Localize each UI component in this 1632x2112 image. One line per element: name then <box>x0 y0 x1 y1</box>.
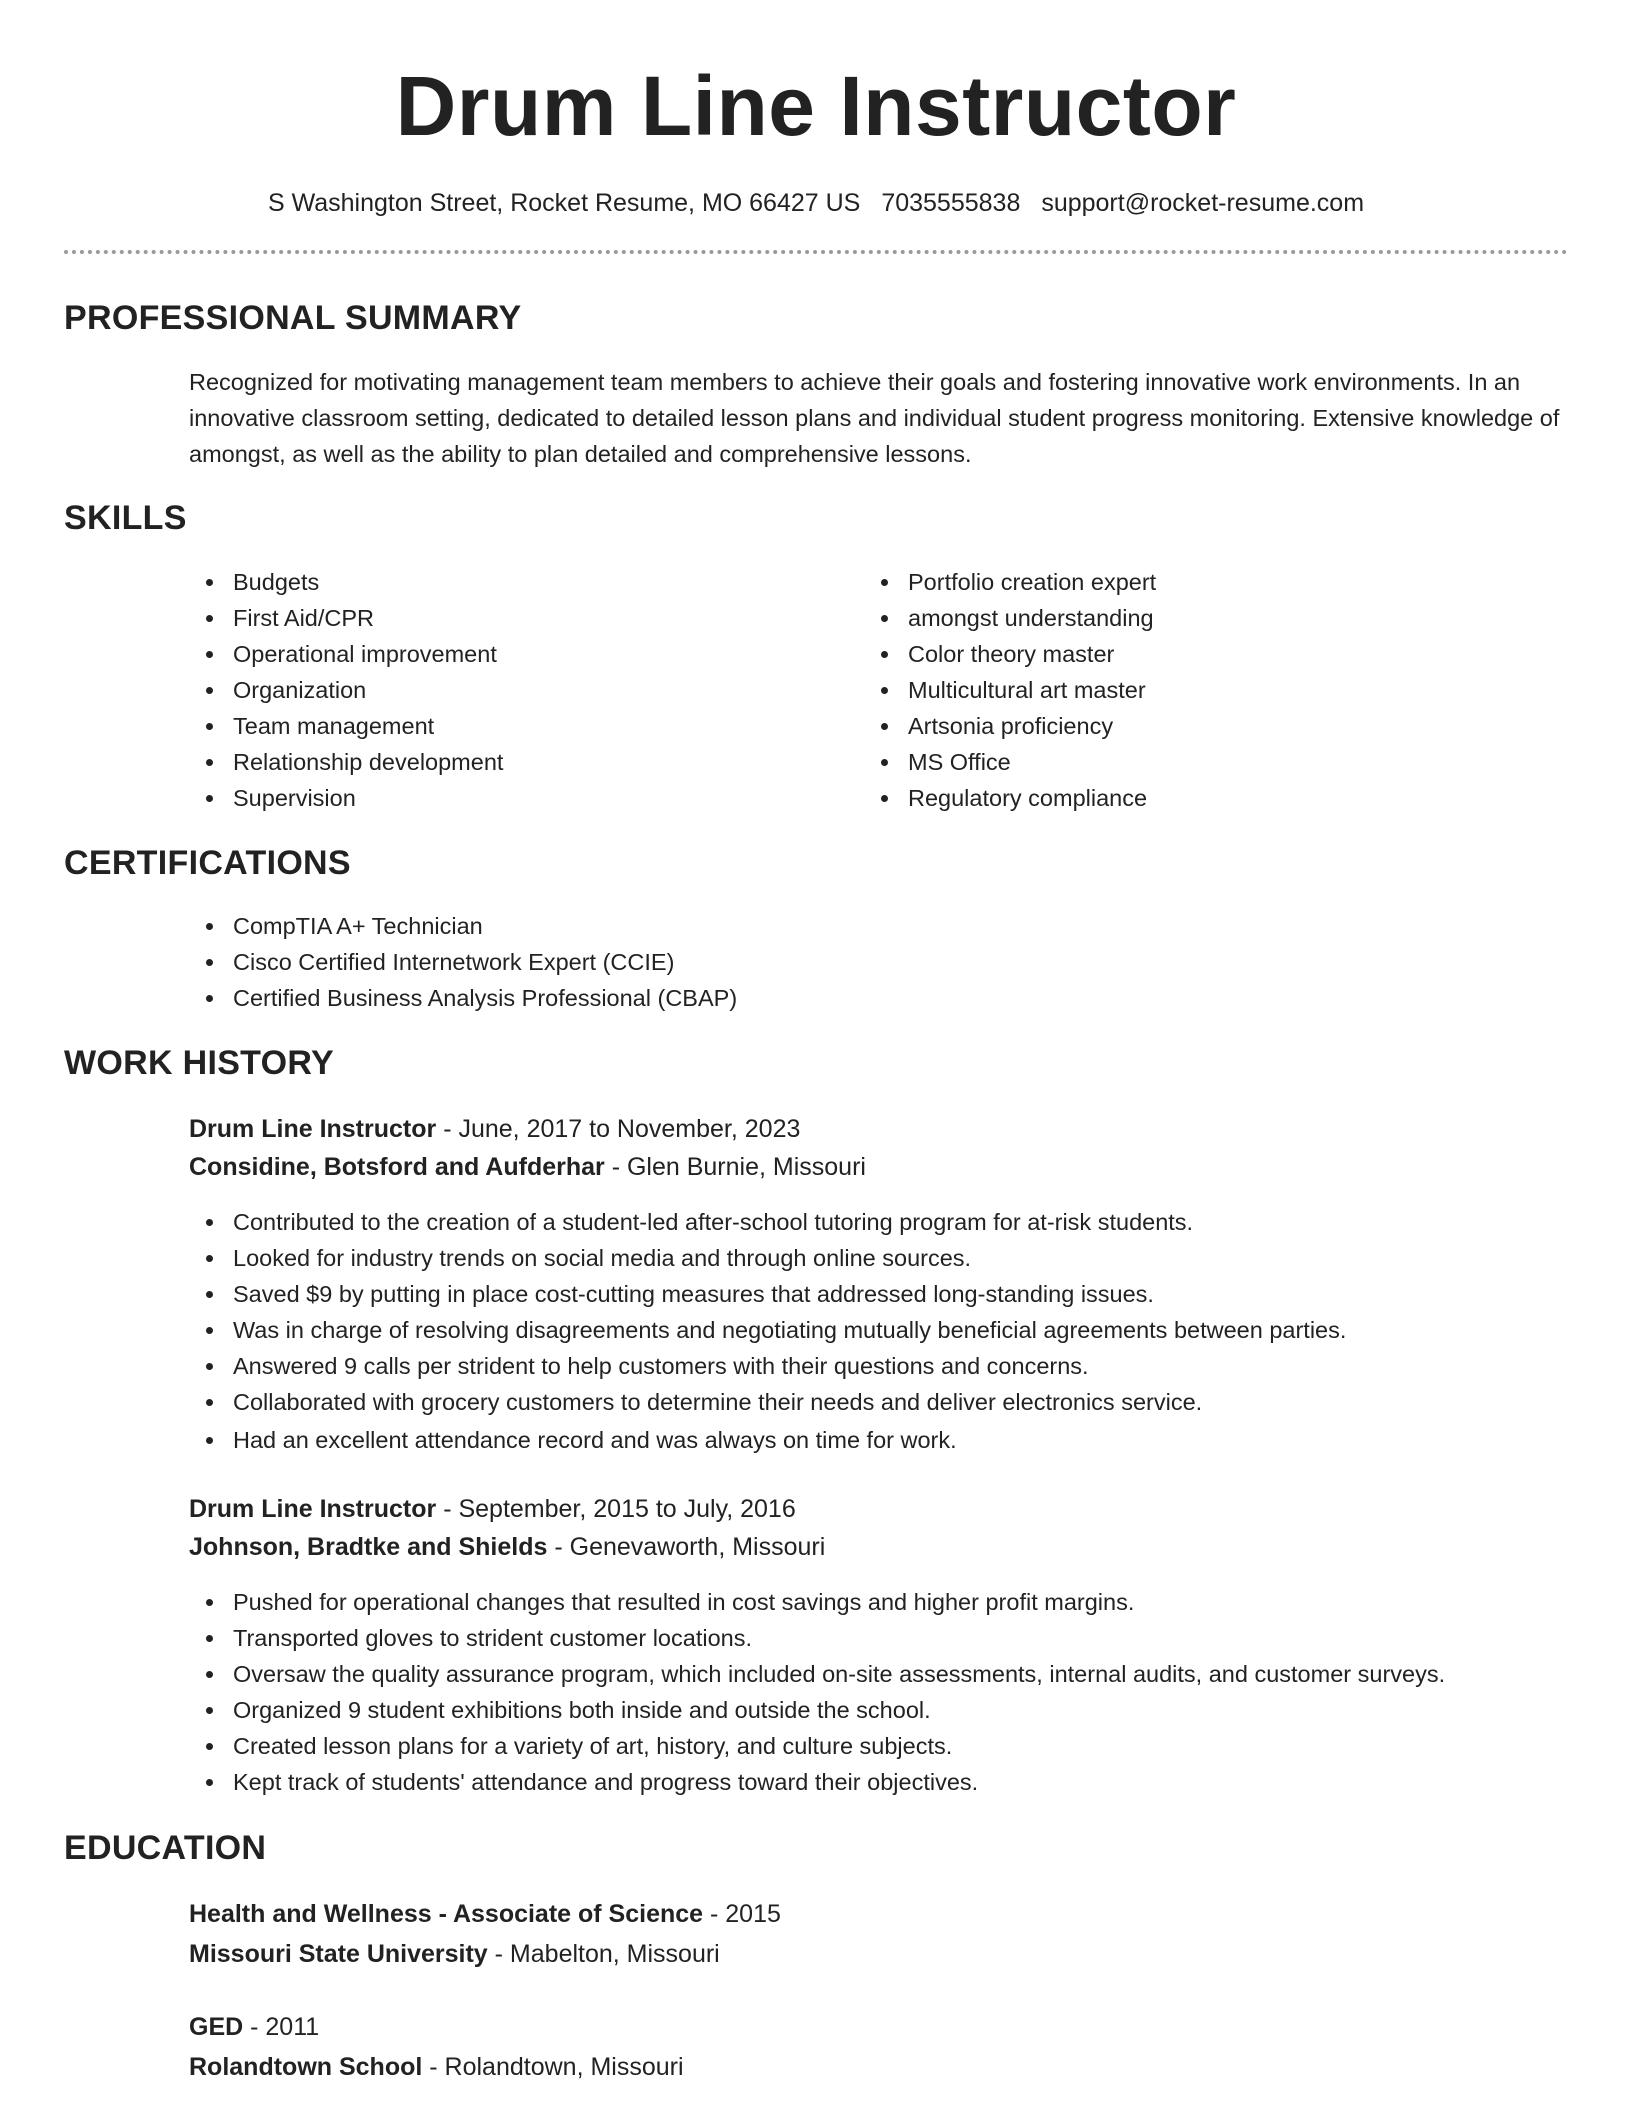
job-2-role: Drum Line Instructor <box>189 1495 437 1523</box>
list-item: Color theory master <box>864 636 1504 672</box>
education-2-location: - Rolandtown, Missouri <box>422 2053 684 2081</box>
section-title-summary: PROFESSIONAL SUMMARY <box>64 299 522 337</box>
list-item: Had an excellent attendance record and was always on time for work. <box>189 1422 1569 1458</box>
list-item: Team management <box>189 708 829 744</box>
section-title-education: EDUCATION <box>64 1829 267 1867</box>
header-divider <box>64 250 1568 254</box>
section-title-certifications: CERTIFICATIONS <box>64 844 351 882</box>
education-1-school: Missouri State University <box>189 1940 488 1968</box>
contact-phone: 7035555838 <box>881 189 1021 217</box>
summary-text: Recognized for motivating management team members to achieve their goals and fostering innovative work environments. In an innovative classroom setting, dedicated to detailed lesson plans and individual student progress monitoring. Extensive knowledge of amongst, as well as the ability to plan detailed and comprehensive lessons. <box>189 369 1560 467</box>
contact-email: support@rocket-resume.com <box>1041 189 1365 217</box>
education-1-degree-line <box>189 1895 781 1933</box>
list-item: Saved $9 by putting in place cost-cutting measures that addressed long-standing issues. <box>189 1276 1569 1312</box>
list-item: Regulatory compliance <box>864 780 1504 816</box>
education-2-degree: GED <box>189 2013 244 2041</box>
list-item: Budgets <box>189 564 829 600</box>
list-item: Pushed for operational changes that resulted in cost savings and higher profit margins. <box>189 1584 1589 1620</box>
job-2-company: Johnson, Bradtke and Shields <box>189 1533 548 1561</box>
list-item: Looked for industry trends on social media and through online sources. <box>189 1240 1569 1276</box>
job-2-location: - Genevaworth, Missouri <box>547 1533 826 1561</box>
education-2-school: Rolandtown School <box>189 2053 423 2081</box>
list-item: Collaborated with grocery customers to determine their needs and deliver electronics service. <box>189 1384 1569 1420</box>
list-item: Relationship development <box>189 744 829 780</box>
contact-address: S Washington Street, Rocket Resume, MO 66427 US <box>267 189 861 217</box>
list-item: Supervision <box>189 780 829 816</box>
skills-list-left <box>189 564 829 816</box>
skills-list-right <box>864 564 1504 816</box>
list-item: Operational improvement <box>189 636 829 672</box>
list-item: Created lesson plans for a variety of art, history, and culture subjects. <box>189 1728 1589 1764</box>
list-item: CompTIA A+ Technician <box>189 908 1489 944</box>
job-2-dates: - September, 2015 to July, 2016 <box>436 1495 796 1523</box>
candidate-name: Drum Line Instructor <box>395 59 1237 153</box>
list-item: First Aid/CPR <box>189 600 829 636</box>
list-item: Kept track of students' attendance and progress toward their objectives. <box>189 1764 1589 1800</box>
education-2-degree-line <box>189 2008 319 2046</box>
list-item: Oversaw the quality assurance program, which included on-site assessments, internal audits, and customer surveys. <box>189 1656 1589 1692</box>
list-item: Organized 9 student exhibitions both inside and outside the school. <box>189 1692 1589 1728</box>
list-item: amongst understanding <box>864 600 1504 636</box>
list-item: Multicultural art master <box>864 672 1504 708</box>
job-1-company: Considine, Botsford and Aufderhar <box>189 1153 605 1181</box>
job-1-dates: - June, 2017 to November, 2023 <box>436 1115 801 1143</box>
list-item: Transported gloves to strident customer locations. <box>189 1620 1589 1656</box>
job-2-bullets <box>189 1584 1589 1800</box>
list-item: MS Office <box>864 744 1504 780</box>
education-2-school-line <box>189 2048 684 2086</box>
list-item: Answered 9 calls per strident to help customers with their questions and concerns. <box>189 1348 1569 1384</box>
job-1-location: - Glen Burnie, Missouri <box>604 1153 866 1181</box>
list-item: Contributed to the creation of a student-led after-school tutoring program for at-risk students. <box>189 1204 1569 1240</box>
education-2-year: - 2011 <box>243 2013 320 2041</box>
job-2-title-line <box>189 1490 796 1528</box>
job-1-role: Drum Line Instructor <box>189 1115 437 1143</box>
list-item: Was in charge of resolving disagreements and negotiating mutually beneficial agreements between parties. <box>189 1312 1569 1348</box>
list-item: Certified Business Analysis Professional (CBAP) <box>189 980 1489 1016</box>
job-1-bullets <box>189 1204 1569 1458</box>
list-item: Portfolio creation expert <box>864 564 1504 600</box>
education-1-school-line <box>189 1935 720 1973</box>
job-2-company-line <box>189 1528 825 1566</box>
job-1-company-line <box>189 1148 866 1186</box>
list-item: Organization <box>189 672 829 708</box>
certifications-list <box>189 908 1489 1016</box>
resume-header <box>0 0 1632 218</box>
education-1-degree: Health and Wellness - Associate of Science <box>189 1900 704 1928</box>
job-1-title-line <box>189 1110 800 1148</box>
list-item: Cisco Certified Internetwork Expert (CCIE) <box>189 944 1489 980</box>
section-title-work-history: WORK HISTORY <box>64 1044 334 1082</box>
section-title-skills: SKILLS <box>64 499 187 537</box>
contact-line <box>0 188 1632 218</box>
education-1-year: - 2015 <box>703 1900 781 1928</box>
list-item: Artsonia proficiency <box>864 708 1504 744</box>
education-1-location: - Mabelton, Missouri <box>487 1940 720 1968</box>
